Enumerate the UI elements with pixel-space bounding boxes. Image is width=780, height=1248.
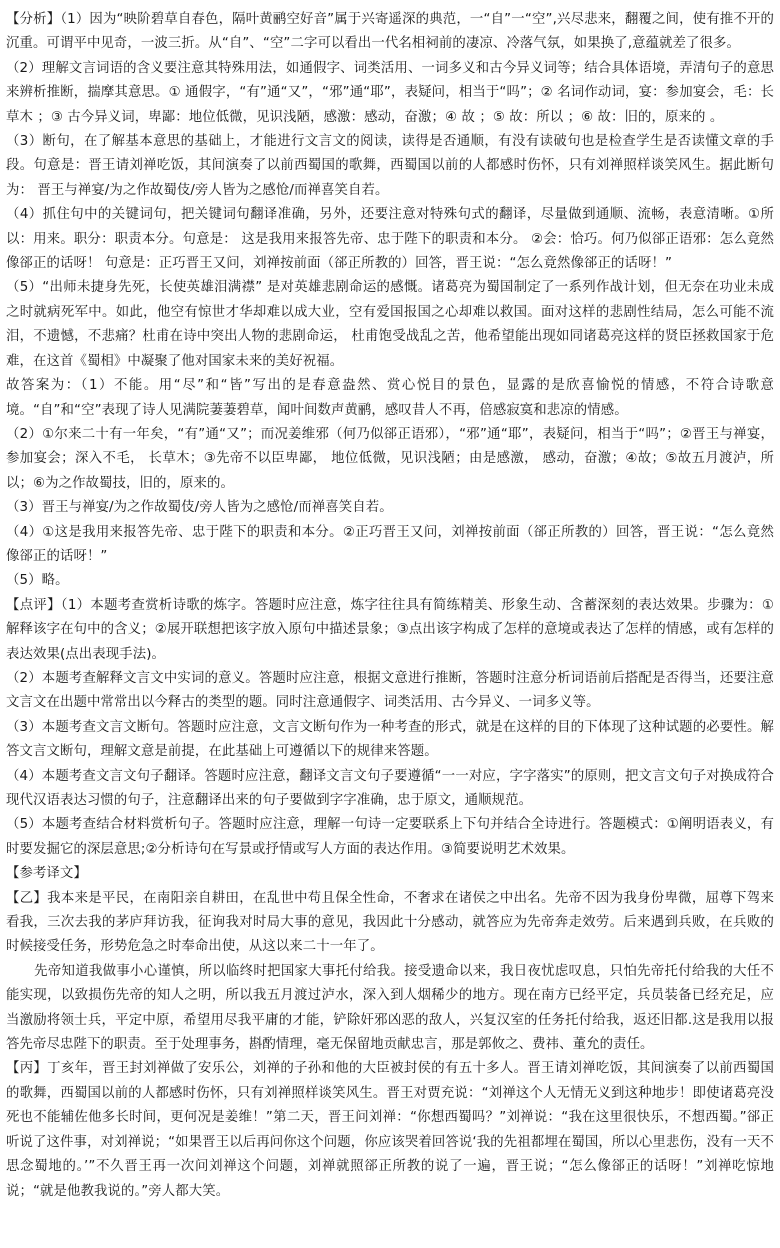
analysis-paragraph-2: （2）理解文言词语的含义要注意其特殊用法，如通假字、词类活用、一词多义和古今异义词等；结合具体语境，弄清句子的意思来辨析推断，揣摩其意思。① 通假字，“有”通“又”，“邪”通“耶”，表疑问，相当于“吗”；② 名词作动词，宴：参加宴会，毛：长草木 ；③ 古今异义词，卑鄙：地位低微，见识浅陋，感激：感动，奋激；④ 故 ；⑤ 故：所以 ；⑥ 故：旧的，原来的 。 (6, 60, 774, 125)
analysis-paragraph-3: （3）断句，在了解基本意思的基础上，才能进行文言文的阅读，读得是否通顺，有没有读破句也是检查学生是否读懂文章的手段。句意是：晋王请刘禅吃饭，其间演奏了以前西蜀国的歌舞，西蜀国以前的人都感时伤怀，只有刘禅照样谈笑风生。据此断句为： 晋王与禅宴/为之作故蜀伎/旁人皆为之感怆/而禅喜笑自若。 (6, 134, 774, 198)
answer-paragraph-1: 故答案为：（1）不能。用“尽”和“皆”写出的是春意盎然、赏心悦目的景色，显露的是欣喜愉悦的情感，不符合诗歌意境。“自”和“空”表现了诗人见满院萋萋碧草，闻叶间数声黄鹂，感叹昔人不再，倍感寂寞和悲凉的情感。 (6, 378, 774, 418)
answer-paragraph-4: （4）①这是我用来报答先帝、忠于陛下的职责和本分。②正巧晋王又问，刘禅按前面（郤正所教的）回答，晋王说：“怎么竟然像郤正的话呀！” (6, 524, 774, 564)
comments-section (6, 594, 774, 862)
translation-bing-paragraph: 【丙】丁亥年，晋王封刘禅做了安乐公，刘禅的子孙和他的大臣被封侯的有五十多人。晋王请刘禅吃饭，其间演奏了以前西蜀国的歌舞，西蜀国以前的人都感时伤怀，只有刘禅照样谈笑风生。晋王对贾充说：“刘禅这个人无情无义到这种地步！即使诸葛亮没死也不能辅佐他多长时间，更何况是姜维！”第二天，晋王问刘禅：“你想西蜀吗？”刘禅说：“我在这里很快乐，不想西蜀。”郤正听说了这件事，对刘禅说；“如果晋王以后再问你这个问题，你应该哭着回答说‘我的先祖都埋在蜀国，所以心里悲伤，没有一天不思念蜀地的。’”不久晋王再一次问刘禅这个问题，刘禅就照郤正所教的说了一遍，晋王说；“怎么像郤正的话呀！”刘禅吃惊地说；“就是他教我说的。”旁人都大笑。 (6, 1061, 774, 1199)
answer-paragraph-2: （2）①尔来二十有一年矣，“有”通“又”；而况姜维邪（何乃似郤正语邪），“邪”通“耶”，表疑问，相当于“吗”；②晋王与禅宴， 参加宴会；深入不毛， 长草木；③先帝不以臣卑鄙， 地位低微，见识浅陋；由是感激， 感动，奋激；④故；⑤故五月渡泸，所以；⑥为之作故蜀技，旧的，原来的。 (6, 426, 774, 491)
analysis-paragraph-1: 【分析】（1）因为“映阶碧草自春色，隔叶黄鹂空好音”属于兴寄遥深的典范，一“自”一“空”,兴尽悲来，翻覆之间，使有推不开的沉重。可谓平中见奇，一波三折。从“自”、“空”二字可以看出一代名相祠前的凄凉、冷落气氛，如果换了,意蕴就差了很多。 (6, 12, 774, 52)
comment-paragraph-4: （4）本题考查文言文句子翻译。答题时应注意，翻译文言文句子要遵循“一一对应，字字落实”的原则，把文言文句子对换成符合现代汉语表达习惯的句子，注意翻译出来的句子要做到字字准确，忠于原文，通顺规范。 (6, 768, 774, 808)
comment-paragraph-3: （3）本题考查文言文断句。答题时应注意，文言文断句作为一种考查的形式，就是在这样的目的下体现了这种试题的必要性。解答文言文断句，理解文意是前提，在此基础上可遵循以下的规律来答题。 (6, 719, 774, 760)
translation-yi-paragraph-1: 【乙】我本来是平民，在南阳亲自耕田，在乱世中苟且保全性命，不奢求在诸侯之中出名。先帝不因为我身份卑微，屈尊下驾来看我，三次去我的茅庐拜访我，征询我对时局大事的意见，我因此十分感动，就答应为先帝奔走效劳。后来遇到兵败，在兵败的时候接受任务，形势危急之时奉命出使，从这以来二十一年了。 (6, 890, 774, 955)
comment-paragraph-1: 【点评】（1）本题考查赏析诗歌的炼字。答题时应注意，炼字往往具有简练精美、形象生动、含蓄深刻的表达效果。步骤为：①解释该字在句中的含义；②展开联想把该字放入原句中描述景象；③点出该字构成了怎样的意境或表达了怎样的情感，或有怎样的表达效果(点出表现手法)。 (6, 597, 774, 662)
reference-heading: 【参考译文】 (6, 866, 87, 882)
analysis-paragraph-4: （4）抓住句中的关键词句，把关键词句翻译准确，另外，还要注意对特殊句式的翻译，尽量做到通顺、流畅，表意清晰。①所以：用来。职分：职责本分。句意是： 这是我用来报答先帝、忠于陛下的职责和本分。 ②会：恰巧。何乃似郤正语邪：怎么竟然像郤正的话呀！ 句意是：正巧晋王又问，刘禅按前面（郤正所教的）回答，晋王说：“怎么竟然像郤正的话呀！” (6, 207, 774, 272)
comment-paragraph-5: （5）本题考查结合材料赏析句子。答题时应注意，理解一句诗一定要联系上下句并结合全诗进行。答题模式：①阐明语表义，有时要发掘它的深层意思;②分析诗句在写景或抒情或写人方面的表达作用。③简要说明艺术效果。 (6, 817, 774, 857)
answers-section (6, 374, 774, 594)
answer-paragraph-5: （5）略。 (6, 573, 69, 589)
comment-paragraph-2: （2）本题考查解释文言文中实词的意义。答题时应注意，根据文意进行推断，答题时注意分析词语前后搭配是否得当，还要注意文言文在出题中常常出以今释古的类型的题。同时注意通假字、词类活用、古今异义、一词多义等。 (6, 670, 774, 711)
translation-section (6, 862, 774, 1204)
analysis-section (6, 8, 774, 374)
analysis-paragraph-5: （5）“出师未捷身先死，长使英雄泪满襟” 是对英雄悲剧命运的感慨。诸葛亮为蜀国制定了一系列作战计划，但无奈在功业未成之时就病死军中。如此，他空有惊世才华却难以成大业，空有爱国报国之心却难以救国。面对这样的悲剧性结局，怎么可能不流泪，不遗憾，不悲痛？杜甫在诗中突出人物的悲剧命运， 杜甫饱受战乱之苦，他希望能出现如同诸葛亮这样的贤臣拯救国家于危难，在这首《蜀相》中凝聚了他对国家未来的美好祝福。 (6, 280, 774, 369)
translation-yi-paragraph-2: 先帝知道我做事小心谨慎，所以临终时把国家大事托付给我。接受遗命以来，我日夜忧虑叹息，只怕先帝托付给我的大任不能实现，以致损伤先帝的知人之明，所以我五月渡过泸水，深入到人烟稀少的地方。现在南方已经平定，兵员装备已经充足，应当激励将领士兵，平定中原，希望用尽我平庸的才能，铲除奸邪凶恶的敌人，兴复汉室的任务托付给我，返还旧都.这是我用以报答先帝尽忠陛下的职责。至于处理事务，斟酌情理，毫无保留地贡献忠言，那是郭攸之、费祎、董允的责任。 (6, 963, 774, 1053)
answer-paragraph-3: （3）晋王与禅宴/为之作故蜀伎/旁人皆为之感怆/而禅喜笑自若。 (6, 500, 393, 516)
